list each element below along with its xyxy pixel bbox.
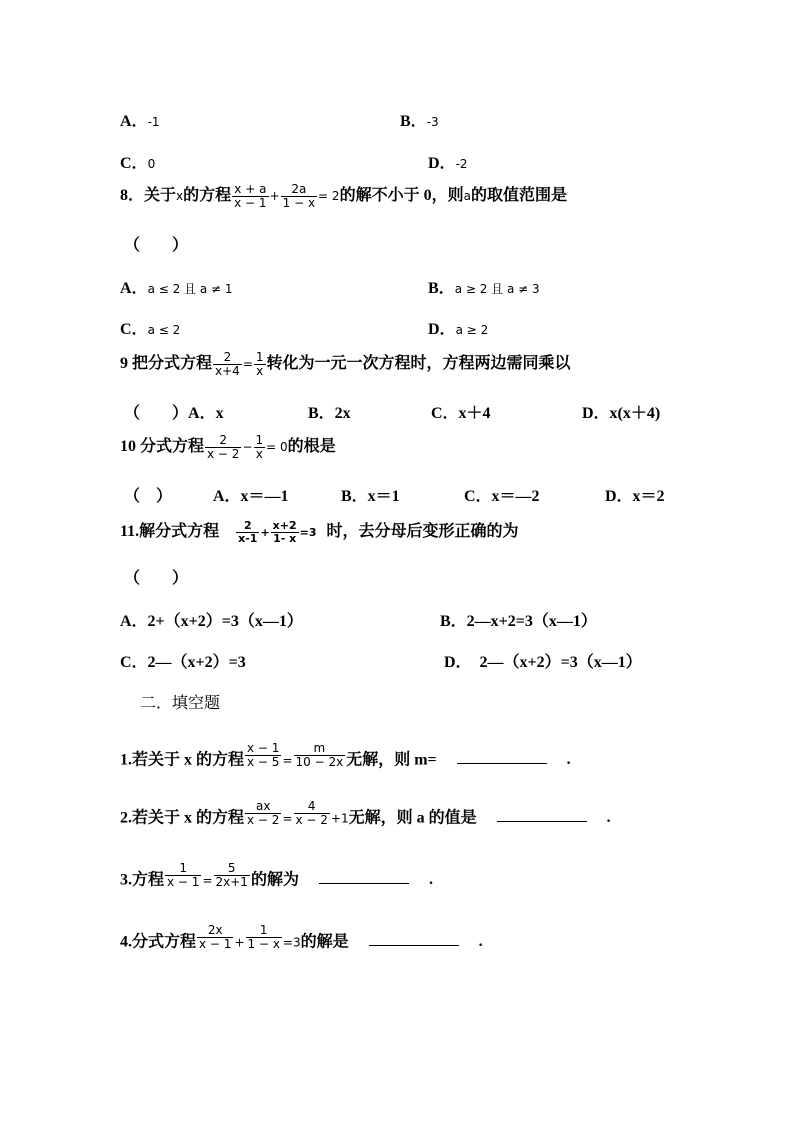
- q8-var-a: a: [463, 189, 471, 203]
- fraction-denominator: x − 2: [207, 446, 240, 461]
- fraction-numerator: 1: [255, 349, 264, 364]
- fill4-text-pre: 4.分式方程: [120, 933, 197, 951]
- q9-text-pre: 9 把分式方程: [120, 355, 213, 372]
- q10-text-post: 的根是: [287, 438, 336, 455]
- fill-question-2: [120, 800, 611, 827]
- fraction-denominator: x − 2: [247, 813, 280, 828]
- section-heading: [140, 690, 220, 713]
- option-label: B．: [428, 280, 455, 297]
- q11-fraction-2: [271, 520, 299, 545]
- fraction-numerator: 2x: [197, 924, 233, 938]
- q10-option-b: [341, 483, 400, 506]
- fraction-numerator: 1: [246, 924, 282, 938]
- fraction-numerator: x + a: [232, 183, 268, 197]
- q9-option-a: A．x: [188, 405, 224, 422]
- q9-options: [124, 400, 224, 423]
- fill1-fraction-1: [245, 742, 281, 769]
- fill3-fraction-1: [165, 862, 201, 889]
- equals-value: = 2: [318, 189, 340, 203]
- fraction-denominator: 1 − x: [247, 937, 280, 952]
- q10-stem: [120, 433, 336, 461]
- fraction-denominator: x+4: [215, 363, 240, 378]
- answer-paren: （ ）: [124, 237, 189, 254]
- q9-option-d: [582, 400, 660, 423]
- fraction-numerator: 1: [165, 862, 201, 876]
- option-value: -1: [147, 115, 160, 129]
- equals-value: =3: [282, 935, 301, 950]
- q7-option-b: [400, 108, 439, 131]
- fill-question-3: [120, 862, 433, 889]
- q10-fraction-2: [254, 434, 266, 461]
- q11-text-pre: 11.解分式方程: [120, 523, 220, 540]
- option-value: -3: [426, 115, 439, 129]
- q10-paren: [124, 483, 172, 506]
- fill-question-1: [120, 742, 571, 769]
- option-text: B．2—x+2=3（x—1）: [440, 613, 597, 630]
- fraction-denominator: x: [255, 446, 263, 461]
- fraction-numerator: 2: [205, 434, 241, 448]
- answer-paren: （ ）: [124, 488, 173, 505]
- fraction-denominator: 1- x: [273, 531, 297, 545]
- q8-stem: [120, 182, 567, 210]
- option-text: A．x＝—1: [213, 488, 289, 505]
- option-text: D．x(x＋4): [582, 405, 661, 422]
- fraction-denominator: x − 2: [295, 813, 328, 828]
- fill1-text-post: 无解，则 m=: [346, 751, 437, 769]
- fill2-fraction-2: [294, 800, 330, 827]
- fraction-denominator: x − 1: [234, 195, 267, 210]
- q9-stem: [120, 350, 571, 378]
- option-text: D．x＝2: [605, 488, 665, 505]
- equals-value: = 0: [266, 440, 288, 454]
- fraction-numerator: ax: [245, 800, 281, 814]
- option-text: B．2x: [308, 405, 351, 422]
- period: .: [428, 871, 433, 889]
- q11-option-b: [440, 608, 597, 631]
- fraction-numerator: x − 1: [247, 741, 280, 755]
- q10-option-d: [605, 483, 665, 506]
- q8-text-mid: 的方程: [183, 187, 232, 204]
- option-value: a ≥ 2: [455, 323, 489, 337]
- answer-paren: （ ）: [124, 570, 189, 587]
- fraction-numerator: m: [294, 742, 346, 756]
- q11-option-a: [120, 608, 303, 631]
- q11-text-post: 时，去分母后变形正确的为: [326, 523, 519, 540]
- q8-option-d: [428, 316, 488, 339]
- fraction-numerator: x+2: [272, 518, 297, 532]
- option-label: C．: [120, 321, 148, 338]
- period: .: [606, 809, 611, 827]
- fraction-denominator: 2x+1: [215, 875, 248, 890]
- fill2-fraction-1: [245, 800, 281, 827]
- fraction-numerator: 1: [255, 432, 264, 447]
- q9-fraction-2: [254, 351, 266, 378]
- equals-sign: =: [282, 811, 293, 826]
- fill1-fraction-2: [294, 742, 346, 769]
- fill3-text-post: 的解为: [250, 871, 299, 889]
- option-value: -2: [455, 157, 468, 171]
- fill-question-4: [120, 924, 483, 951]
- q8-fraction-2: [281, 183, 317, 210]
- fill4-fraction-1: [197, 924, 233, 951]
- fraction-numerator: 2: [213, 351, 242, 365]
- option-text: B．x＝1: [341, 488, 400, 505]
- equals-sign: =: [282, 753, 293, 768]
- answer-blank[interactable]: [319, 869, 409, 884]
- q9-text-post: 转化为一元一次方程时，方程两边需同乘以: [266, 355, 571, 372]
- fraction-numerator: 5: [214, 862, 250, 876]
- answer-blank[interactable]: [497, 807, 587, 822]
- q8-text-pre: 8．关于: [120, 187, 177, 204]
- fill1-text-pre: 1.若关于 x 的方程: [120, 751, 245, 769]
- option-label: C．: [120, 155, 148, 172]
- q7-option-a: [120, 108, 160, 131]
- answer-blank[interactable]: [457, 749, 547, 764]
- q8-fraction-1: [232, 183, 268, 210]
- q8-text-post2: 的取值范围是: [470, 187, 567, 204]
- q9-fraction-1: [213, 351, 242, 378]
- option-text: C．2—（x+2）=3: [120, 654, 246, 671]
- q8-option-a: [120, 275, 233, 298]
- fraction-denominator: 1 − x: [282, 195, 316, 210]
- fill3-fraction-2: [214, 862, 250, 889]
- fill3-text-pre: 3.方程: [120, 871, 165, 889]
- option-label: A．: [120, 280, 148, 297]
- fill2-text-pre: 2.若关于 x 的方程: [120, 809, 245, 827]
- fraction-denominator: x − 1: [199, 937, 232, 952]
- fraction-denominator: 10 − 2x: [295, 755, 344, 770]
- fill4-fraction-2: [246, 924, 282, 951]
- fraction-denominator: x − 1: [167, 875, 200, 890]
- plus-one: +1: [330, 811, 349, 826]
- fill4-text-post: 的解是: [300, 933, 349, 951]
- q11-paren: [124, 565, 188, 588]
- equals-value: =3: [299, 526, 317, 539]
- answer-paren: （ ）: [124, 405, 189, 422]
- fill2-text-post: 无解，则 a 的值是: [348, 809, 477, 827]
- section-title: 二．填空题: [140, 695, 221, 712]
- q8-answer-paren: [124, 232, 188, 255]
- plus-sign: +: [234, 935, 245, 950]
- option-label: B．: [400, 113, 427, 130]
- option-label: A．: [120, 113, 148, 130]
- q8-var-x: x: [176, 189, 184, 203]
- fraction-denominator: x-1: [238, 531, 258, 545]
- option-value: a ≥ 2 且 a ≠ 3: [454, 282, 540, 296]
- option-value: a ≤ 2: [147, 323, 181, 337]
- option-label: D．: [428, 155, 456, 172]
- option-text: C．x＋4: [431, 405, 491, 422]
- q11-stem: [120, 518, 519, 545]
- q8-option-c: [120, 316, 180, 339]
- fraction-numerator: 4: [294, 800, 330, 814]
- q10-option-a: [213, 483, 289, 506]
- fraction-numerator: 2a: [281, 183, 317, 197]
- option-text: C．x＝—2: [464, 488, 540, 505]
- plus-sign: +: [269, 189, 280, 203]
- option-value: a ≤ 2 且 a ≠ 1: [147, 282, 233, 296]
- period: .: [566, 751, 571, 769]
- equals-sign: =: [242, 357, 253, 371]
- option-value: 0: [147, 157, 156, 171]
- plus-sign: +: [260, 526, 270, 539]
- q10-option-c: [464, 483, 540, 506]
- fraction-numerator: 2: [236, 520, 259, 533]
- q7-option-d: [428, 150, 468, 173]
- answer-blank[interactable]: [369, 931, 459, 946]
- q7-option-c: [120, 150, 155, 173]
- q10-text-pre: 10 分式方程: [120, 438, 205, 455]
- q10-fraction-1: [205, 434, 241, 461]
- period: .: [478, 933, 483, 951]
- q8-text-post: 的解不小于 0，则: [339, 187, 464, 204]
- q9-option-c: [431, 400, 491, 423]
- minus-sign: −: [242, 440, 253, 454]
- option-text: A．2+（x+2）=3（x—1）: [120, 613, 303, 630]
- option-text: D． 2—（x+2）=3（x—1）: [444, 654, 642, 671]
- q9-option-b: [308, 400, 351, 423]
- equals-sign: =: [202, 873, 213, 888]
- q11-option-d: [444, 649, 642, 672]
- option-label: D．: [428, 321, 456, 338]
- fraction-denominator: x: [256, 363, 264, 378]
- fraction-denominator: x − 5: [247, 755, 280, 770]
- q11-option-c: [120, 649, 246, 672]
- q11-fraction-1: [236, 520, 259, 545]
- q8-option-b: [428, 275, 540, 298]
